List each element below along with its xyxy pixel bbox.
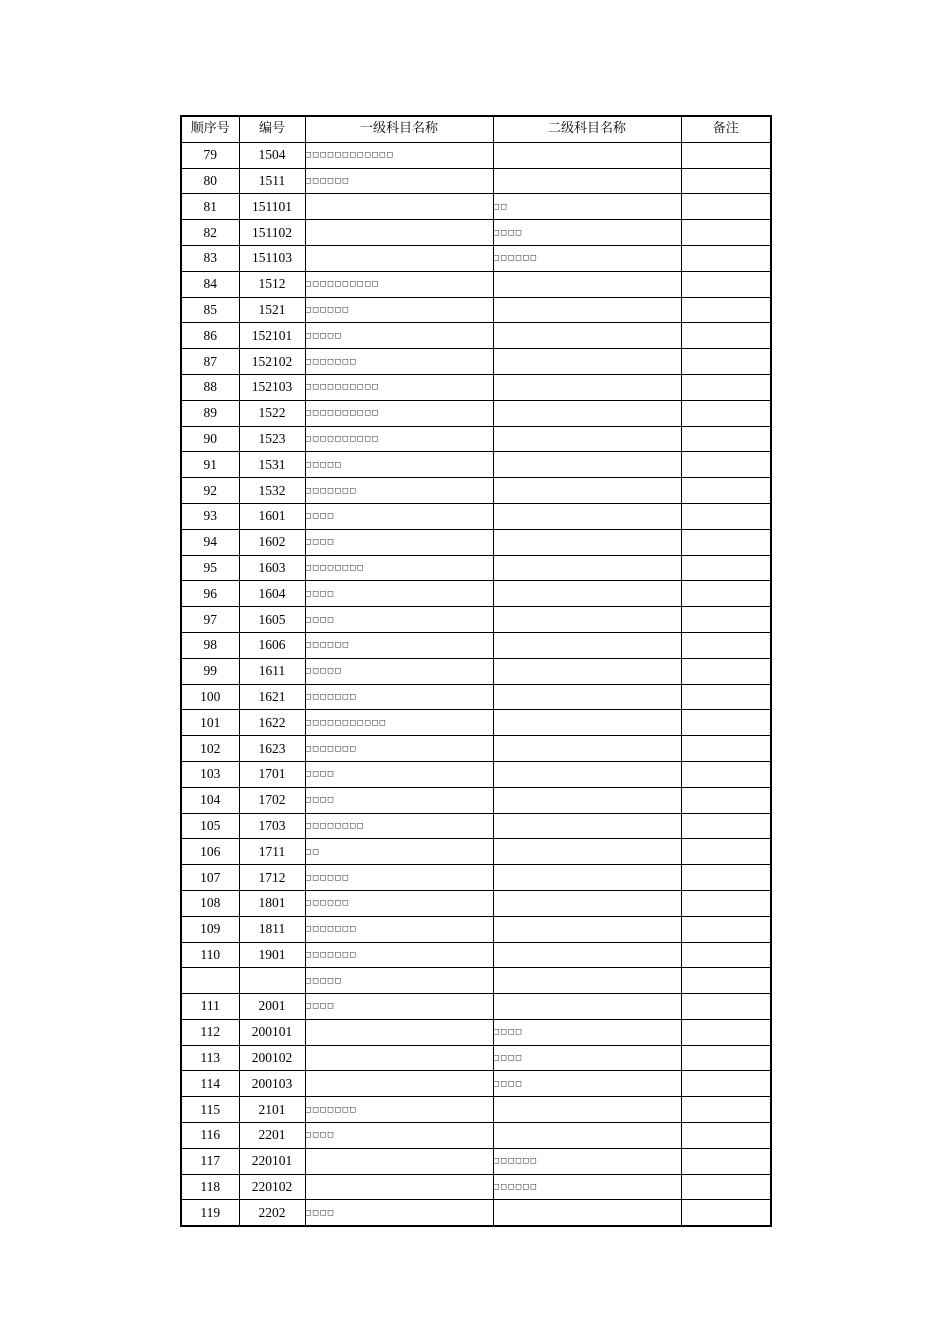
header-level2-name: 二级科目名称 [493, 116, 681, 142]
cell-code: 200101 [239, 1019, 305, 1045]
cell-code: 1603 [239, 555, 305, 581]
header-level1-name: 一级科目名称 [305, 116, 493, 142]
cell-seq: 88 [181, 374, 239, 400]
cell-seq: 90 [181, 426, 239, 452]
cell-code: 1801 [239, 890, 305, 916]
cell-seq: 108 [181, 890, 239, 916]
cell-note [681, 1045, 771, 1071]
cell-level1-name: □□□□□□□ [305, 942, 493, 968]
cell-seq: 103 [181, 761, 239, 787]
cell-level1-name [305, 1174, 493, 1200]
cell-level1-name [305, 194, 493, 220]
cell-level1-name: □□ [305, 839, 493, 865]
table-row [181, 194, 771, 220]
cell-level1-name: □□□□□□□□□□ [305, 400, 493, 426]
cell-level2-name [493, 710, 681, 736]
cell-level2-name [493, 271, 681, 297]
cell-level1-name: □□□□□□ [305, 632, 493, 658]
cell-code: 200103 [239, 1071, 305, 1097]
table-row [181, 865, 771, 891]
cell-level2-name [493, 890, 681, 916]
cell-seq: 84 [181, 271, 239, 297]
cell-level1-name: □□□□□□□ [305, 684, 493, 710]
cell-level2-name [493, 607, 681, 633]
cell-note [681, 503, 771, 529]
cell-code: 1611 [239, 658, 305, 684]
cell-level2-name [493, 787, 681, 813]
cell-level2-name [493, 426, 681, 452]
cell-level2-name [493, 581, 681, 607]
cell-level1-name: □□□□ [305, 503, 493, 529]
cell-level2-name [493, 503, 681, 529]
cell-note [681, 994, 771, 1020]
cell-seq: 81 [181, 194, 239, 220]
cell-seq: 119 [181, 1200, 239, 1226]
cell-level2-name: □□ [493, 194, 681, 220]
cell-level2-name [493, 736, 681, 762]
cell-note [681, 323, 771, 349]
cell-code: 1623 [239, 736, 305, 762]
cell-level2-name [493, 658, 681, 684]
cell-level2-name [493, 168, 681, 194]
table-row [181, 529, 771, 555]
cell-note [681, 581, 771, 607]
cell-code: 1711 [239, 839, 305, 865]
cell-seq: 97 [181, 607, 239, 633]
account-table [180, 115, 772, 1227]
cell-level2-name [493, 916, 681, 942]
cell-level1-name: □□□□□□ [305, 297, 493, 323]
table-row [181, 1174, 771, 1200]
cell-level2-name [493, 994, 681, 1020]
cell-code: 220102 [239, 1174, 305, 1200]
cell-note [681, 374, 771, 400]
cell-note [681, 607, 771, 633]
cell-code: 152102 [239, 349, 305, 375]
cell-note [681, 813, 771, 839]
cell-level2-name: □□□□□□ [493, 1148, 681, 1174]
cell-note [681, 942, 771, 968]
cell-code: 1621 [239, 684, 305, 710]
cell-code: 1522 [239, 400, 305, 426]
cell-note [681, 1174, 771, 1200]
cell-level1-name [305, 1045, 493, 1071]
cell-code: 2001 [239, 994, 305, 1020]
cell-level1-name [305, 220, 493, 246]
header-code: 编号 [239, 116, 305, 142]
cell-seq: 95 [181, 555, 239, 581]
cell-seq: 102 [181, 736, 239, 762]
table-row [181, 632, 771, 658]
cell-seq: 104 [181, 787, 239, 813]
cell-note [681, 426, 771, 452]
cell-level2-name [493, 374, 681, 400]
table-row [181, 452, 771, 478]
cell-level2-name [493, 555, 681, 581]
table-row [181, 684, 771, 710]
cell-seq: 112 [181, 1019, 239, 1045]
table-row [181, 658, 771, 684]
header-seq: 顺序号 [181, 116, 239, 142]
cell-note [681, 1148, 771, 1174]
cell-seq [181, 968, 239, 994]
cell-note [681, 220, 771, 246]
table-row [181, 607, 771, 633]
cell-level1-name: □□□□□□□ [305, 478, 493, 504]
cell-seq: 109 [181, 916, 239, 942]
cell-level1-name: □□□□□ [305, 452, 493, 478]
cell-note [681, 1123, 771, 1149]
cell-level2-name [493, 323, 681, 349]
table-row [181, 400, 771, 426]
cell-seq: 107 [181, 865, 239, 891]
cell-seq: 87 [181, 349, 239, 375]
cell-code: 1622 [239, 710, 305, 736]
cell-seq: 80 [181, 168, 239, 194]
table-row [181, 271, 771, 297]
table-row [181, 710, 771, 736]
cell-level1-name: □□□□□□□□ [305, 555, 493, 581]
cell-code: 1523 [239, 426, 305, 452]
cell-code: 1521 [239, 297, 305, 323]
cell-code: 220101 [239, 1148, 305, 1174]
cell-seq: 105 [181, 813, 239, 839]
cell-code: 1901 [239, 942, 305, 968]
table-row [181, 1123, 771, 1149]
cell-note [681, 1097, 771, 1123]
cell-seq: 82 [181, 220, 239, 246]
table-row [181, 1148, 771, 1174]
cell-note [681, 1071, 771, 1097]
table-row [181, 1019, 771, 1045]
table-row [181, 220, 771, 246]
cell-seq: 83 [181, 245, 239, 271]
cell-level2-name [493, 632, 681, 658]
cell-level1-name [305, 1148, 493, 1174]
cell-note [681, 194, 771, 220]
cell-seq: 93 [181, 503, 239, 529]
table-row [181, 555, 771, 581]
cell-level1-name [305, 1019, 493, 1045]
cell-code: 151101 [239, 194, 305, 220]
cell-level2-name [493, 297, 681, 323]
cell-note [681, 684, 771, 710]
cell-seq: 101 [181, 710, 239, 736]
cell-seq: 115 [181, 1097, 239, 1123]
table-row [181, 813, 771, 839]
cell-level1-name: □□□□□□□□□□□ [305, 710, 493, 736]
cell-level1-name: □□□□□□□□□□□□ [305, 142, 493, 168]
cell-note [681, 736, 771, 762]
cell-code: 1712 [239, 865, 305, 891]
cell-code: 1604 [239, 581, 305, 607]
cell-note [681, 452, 771, 478]
cell-code: 1531 [239, 452, 305, 478]
cell-seq: 100 [181, 684, 239, 710]
header-row [181, 116, 771, 142]
cell-code: 152103 [239, 374, 305, 400]
cell-code: 1605 [239, 607, 305, 633]
cell-level1-name: □□□□□□ [305, 890, 493, 916]
cell-level2-name [493, 1097, 681, 1123]
cell-note [681, 787, 771, 813]
cell-level2-name: □□□□ [493, 1019, 681, 1045]
cell-note [681, 865, 771, 891]
cell-code: 1504 [239, 142, 305, 168]
cell-code: 1532 [239, 478, 305, 504]
cell-level2-name: □□□□ [493, 220, 681, 246]
cell-seq: 94 [181, 529, 239, 555]
cell-level1-name: □□□□□□□ [305, 736, 493, 762]
cell-level1-name: □□□□□□□□□□ [305, 426, 493, 452]
cell-seq: 96 [181, 581, 239, 607]
cell-code: 2101 [239, 1097, 305, 1123]
table-row [181, 1071, 771, 1097]
cell-seq: 110 [181, 942, 239, 968]
cell-level2-name [493, 142, 681, 168]
cell-code: 1512 [239, 271, 305, 297]
cell-level2-name: □□□□□□ [493, 245, 681, 271]
cell-level2-name [493, 942, 681, 968]
cell-level1-name: □□□□□ [305, 323, 493, 349]
cell-seq: 91 [181, 452, 239, 478]
cell-code: 1701 [239, 761, 305, 787]
cell-level2-name [493, 1123, 681, 1149]
cell-level1-name: □□□□□ [305, 968, 493, 994]
cell-seq: 118 [181, 1174, 239, 1200]
cell-note [681, 349, 771, 375]
cell-note [681, 916, 771, 942]
table-row [181, 503, 771, 529]
table-row [181, 168, 771, 194]
cell-note [681, 529, 771, 555]
cell-level1-name: □□□□ [305, 994, 493, 1020]
cell-level2-name [493, 813, 681, 839]
cell-seq: 92 [181, 478, 239, 504]
table-row [181, 1045, 771, 1071]
cell-level2-name [493, 1200, 681, 1226]
cell-level1-name: □□□□□□□□ [305, 813, 493, 839]
cell-level1-name: □□□□ [305, 581, 493, 607]
cell-level1-name: □□□□ [305, 787, 493, 813]
cell-code [239, 968, 305, 994]
cell-level2-name [493, 349, 681, 375]
cell-level1-name: □□□□ [305, 1123, 493, 1149]
cell-note [681, 168, 771, 194]
cell-code: 1811 [239, 916, 305, 942]
cell-level1-name [305, 245, 493, 271]
cell-level2-name: □□□□□□ [493, 1174, 681, 1200]
cell-seq: 111 [181, 994, 239, 1020]
table-row [181, 787, 771, 813]
cell-level1-name: □□□□ [305, 1200, 493, 1226]
cell-level1-name: □□□□□□□ [305, 349, 493, 375]
cell-level1-name: □□□□□ [305, 658, 493, 684]
cell-level1-name: □□□□□□□ [305, 1097, 493, 1123]
cell-note [681, 478, 771, 504]
cell-level1-name: □□□□□□□□□□ [305, 374, 493, 400]
table-row [181, 297, 771, 323]
cell-seq: 86 [181, 323, 239, 349]
table-row [181, 942, 771, 968]
table-row [181, 916, 771, 942]
table-row [181, 374, 771, 400]
cell-seq: 98 [181, 632, 239, 658]
cell-level2-name: □□□□ [493, 1071, 681, 1097]
cell-level1-name: □□□□□□□ [305, 916, 493, 942]
table-row [181, 245, 771, 271]
cell-code: 1601 [239, 503, 305, 529]
cell-level1-name: □□□□□□ [305, 168, 493, 194]
cell-note [681, 245, 771, 271]
cell-code: 1606 [239, 632, 305, 658]
table-row [181, 994, 771, 1020]
table-row [181, 839, 771, 865]
cell-note [681, 555, 771, 581]
cell-code: 200102 [239, 1045, 305, 1071]
cell-seq: 85 [181, 297, 239, 323]
cell-seq: 106 [181, 839, 239, 865]
cell-level2-name [493, 865, 681, 891]
header-note: 备注 [681, 116, 771, 142]
cell-level2-name [493, 400, 681, 426]
cell-code: 2202 [239, 1200, 305, 1226]
table-row [181, 349, 771, 375]
cell-level2-name [493, 839, 681, 865]
cell-note [681, 1200, 771, 1226]
cell-code: 152101 [239, 323, 305, 349]
cell-level2-name [493, 968, 681, 994]
cell-level1-name: □□□□ [305, 529, 493, 555]
cell-level2-name [493, 761, 681, 787]
cell-note [681, 632, 771, 658]
cell-code: 151102 [239, 220, 305, 246]
table-row [181, 581, 771, 607]
cell-level2-name [493, 529, 681, 555]
table-row [181, 1200, 771, 1226]
cell-seq: 89 [181, 400, 239, 426]
table-row [181, 968, 771, 994]
cell-code: 151103 [239, 245, 305, 271]
cell-note [681, 658, 771, 684]
cell-level2-name: □□□□ [493, 1045, 681, 1071]
cell-code: 1511 [239, 168, 305, 194]
cell-seq: 113 [181, 1045, 239, 1071]
cell-level1-name: □□□□□□ [305, 865, 493, 891]
cell-note [681, 297, 771, 323]
cell-note [681, 1019, 771, 1045]
cell-note [681, 890, 771, 916]
table-row [181, 736, 771, 762]
cell-note [681, 761, 771, 787]
cell-seq: 117 [181, 1148, 239, 1174]
table-row [181, 142, 771, 168]
cell-seq: 79 [181, 142, 239, 168]
cell-level1-name: □□□□ [305, 607, 493, 633]
cell-level1-name: □□□□ [305, 761, 493, 787]
table-row [181, 323, 771, 349]
cell-level1-name: □□□□□□□□□□ [305, 271, 493, 297]
cell-code: 1602 [239, 529, 305, 555]
cell-code: 1702 [239, 787, 305, 813]
cell-note [681, 710, 771, 736]
table-row [181, 890, 771, 916]
cell-note [681, 400, 771, 426]
cell-note [681, 968, 771, 994]
table-row [181, 1097, 771, 1123]
table-row [181, 478, 771, 504]
cell-seq: 99 [181, 658, 239, 684]
cell-code: 1703 [239, 813, 305, 839]
cell-note [681, 271, 771, 297]
cell-level2-name [493, 452, 681, 478]
cell-code: 2201 [239, 1123, 305, 1149]
cell-note [681, 839, 771, 865]
cell-level1-name [305, 1071, 493, 1097]
cell-seq: 116 [181, 1123, 239, 1149]
cell-note [681, 142, 771, 168]
table-row [181, 761, 771, 787]
cell-level2-name [493, 478, 681, 504]
cell-level2-name [493, 684, 681, 710]
cell-seq: 114 [181, 1071, 239, 1097]
table-row [181, 426, 771, 452]
